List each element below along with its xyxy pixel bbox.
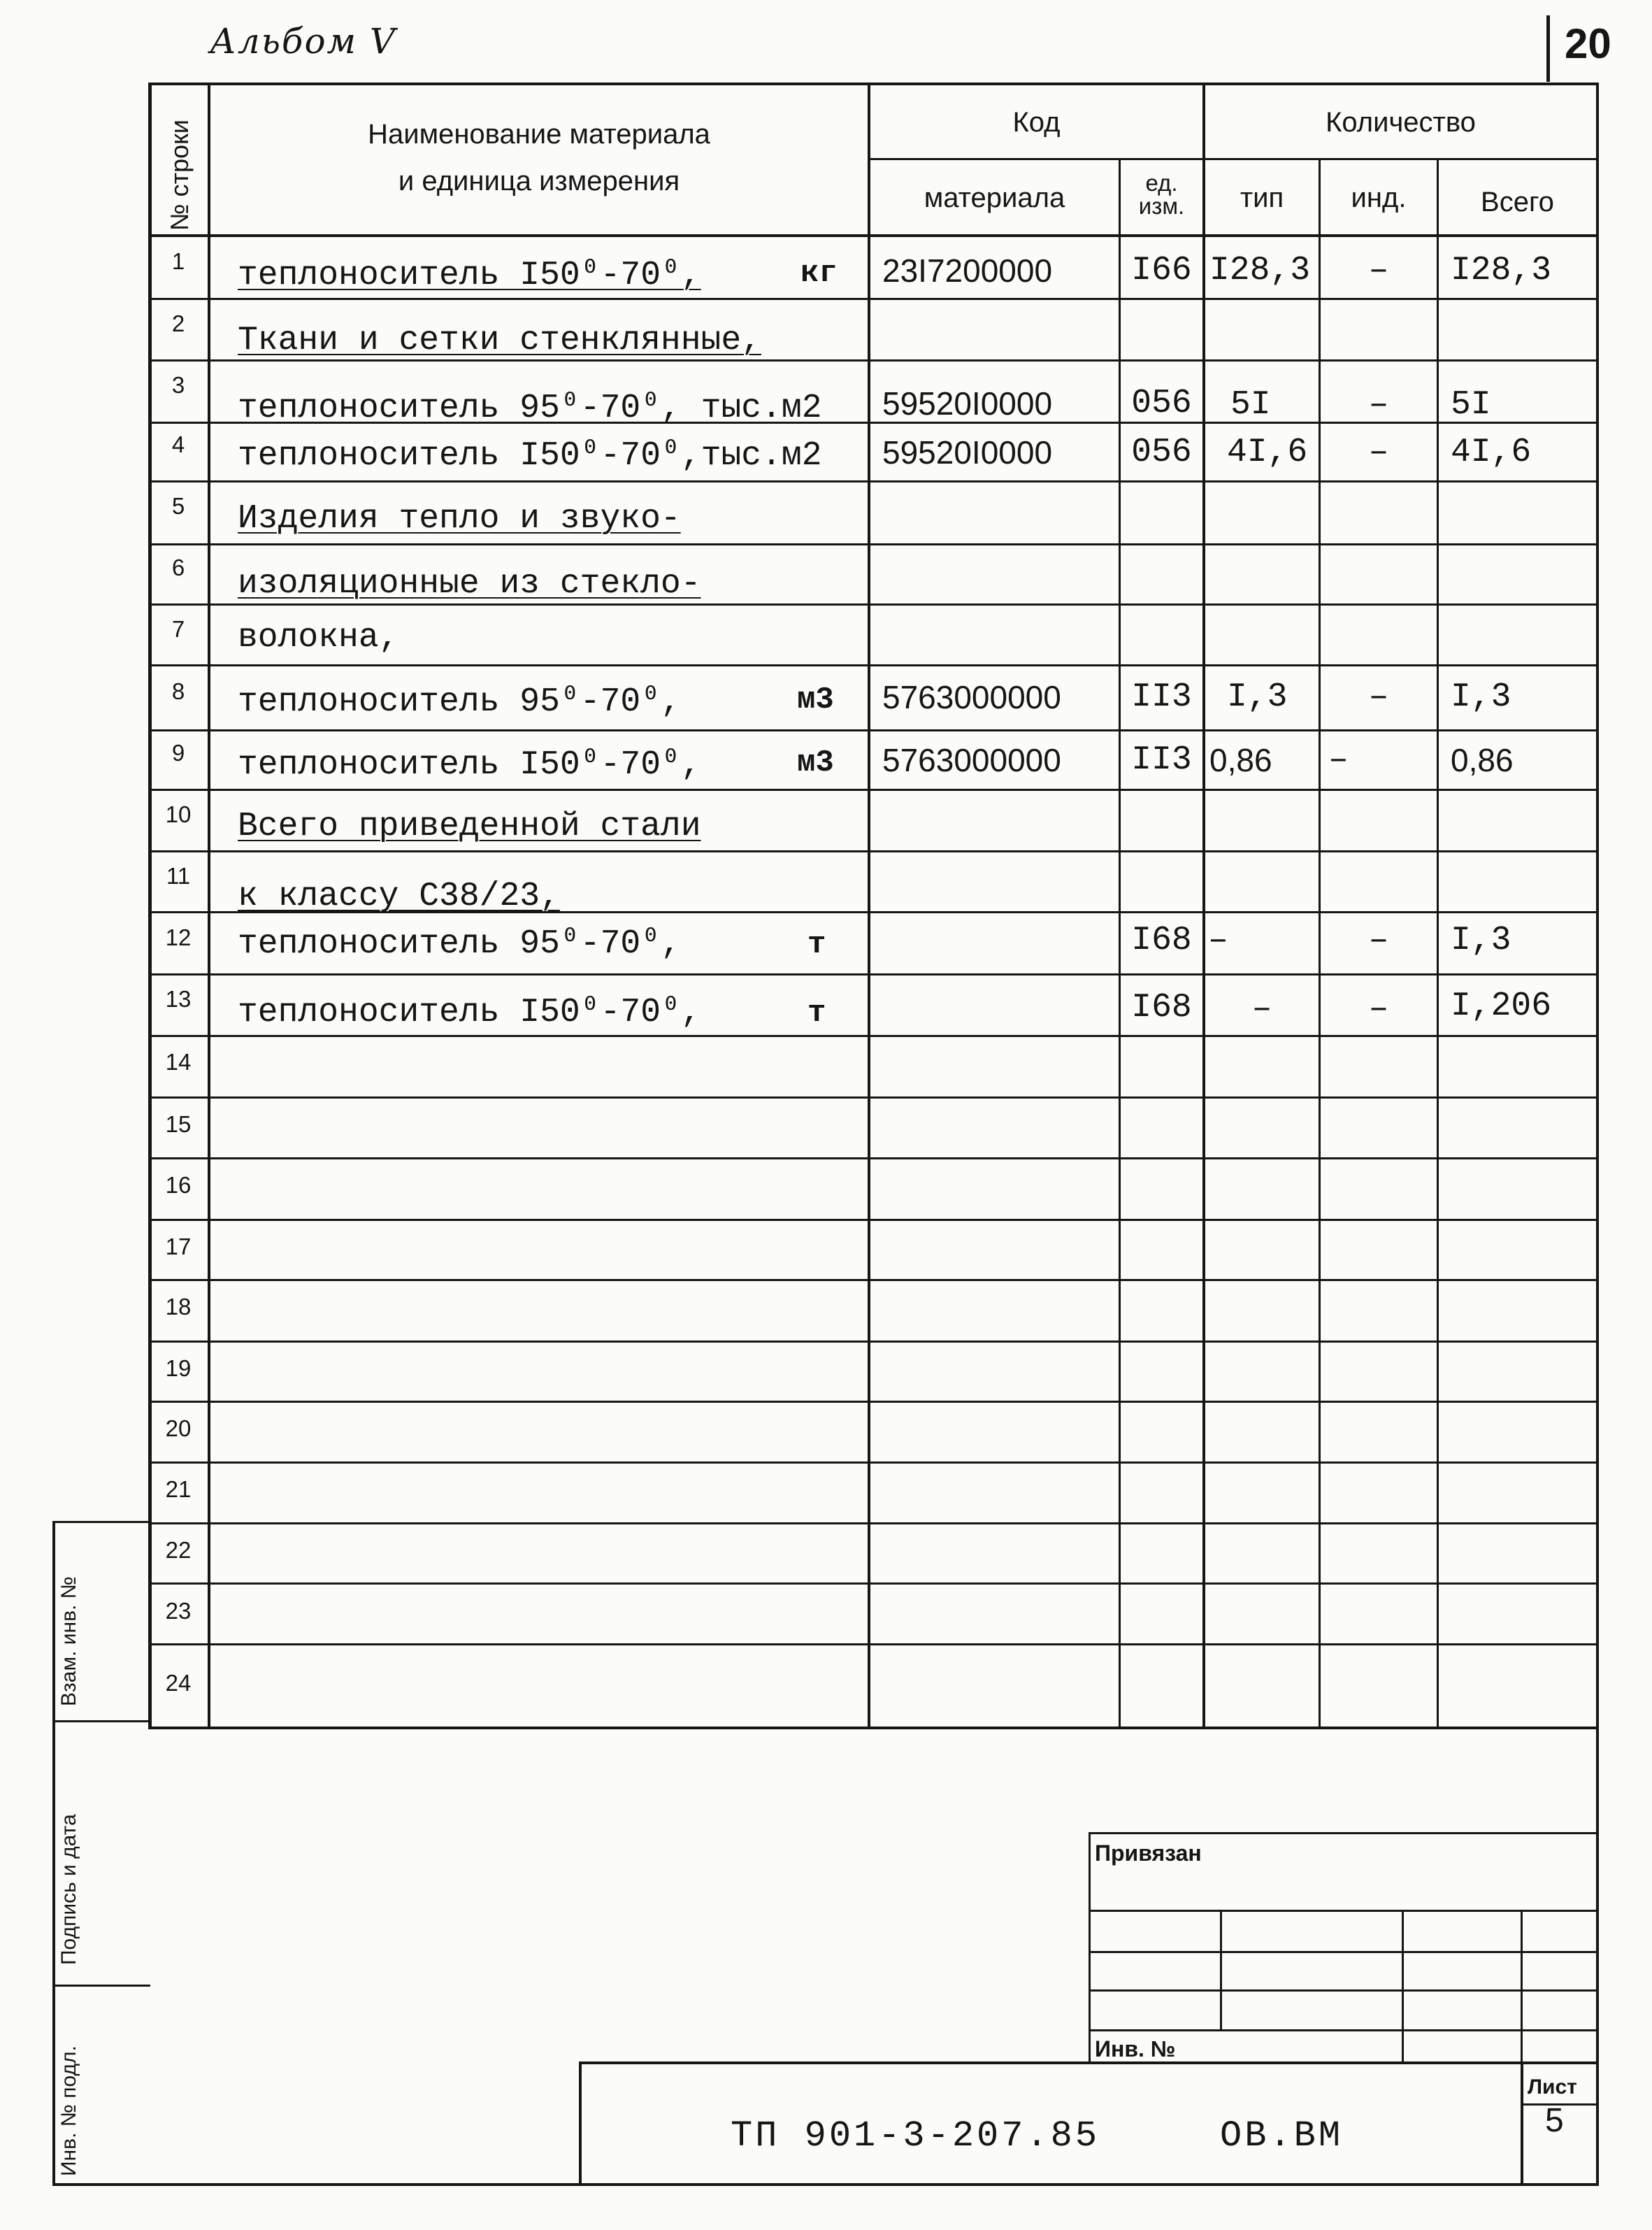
row-material-code: 23I7200000: [882, 252, 1053, 289]
row-qty-ind: –: [1368, 678, 1389, 716]
row-qty-ind: –: [1368, 252, 1389, 290]
row-name: теплоноситель I50⁰-70⁰,: [238, 746, 701, 784]
row-line: [148, 1279, 1599, 1281]
row-line: [148, 1461, 1599, 1464]
row-line: [148, 480, 1599, 483]
row-number: 12: [165, 924, 192, 950]
row-number: 7: [171, 616, 185, 642]
sheet-value: 5: [1545, 2102, 1564, 2139]
inv-no-label: Инв. №: [1095, 2036, 1176, 2061]
row-number: 8: [171, 678, 185, 704]
header-code: Код: [1012, 107, 1061, 138]
col-divider-ind: [1437, 159, 1439, 1727]
header-q-total: Всего: [1481, 187, 1554, 217]
table-top-border: [148, 83, 1599, 85]
header-name-line1: Наименование материала: [368, 119, 710, 150]
header-q-type: тип: [1240, 183, 1284, 213]
row-qty-ind: –: [1368, 386, 1389, 424]
row-qty-ind: –: [1328, 741, 1349, 779]
row-name: теплоноситель I50⁰-70⁰,тыс.м2: [238, 437, 822, 475]
row-number: 23: [165, 1598, 192, 1624]
row-qty-ind: –: [1368, 922, 1389, 959]
row-qty-type: –: [1251, 990, 1272, 1028]
row-number: 1: [171, 248, 185, 274]
row-line: [148, 298, 1599, 300]
album-label: Альбом V: [210, 21, 397, 62]
row-line: [148, 973, 1599, 975]
row-unit-code: I66: [1131, 252, 1192, 290]
table-right-border: [1596, 83, 1599, 1729]
row-number: 11: [166, 863, 191, 889]
row-line: [148, 850, 1599, 852]
row-material-code: 5763000000: [882, 742, 1061, 778]
sheet-number: 20: [1565, 20, 1611, 67]
header-sub-divider: [868, 158, 1599, 160]
privyazan-col-line: [1220, 1910, 1222, 2030]
header-name-line2: и единица измерения: [398, 166, 680, 196]
row-name: теплоноситель I50⁰-70⁰,: [238, 257, 701, 294]
row-unit-code: I68: [1131, 989, 1192, 1027]
col-divider-code: [1202, 83, 1205, 1727]
row-qty-type: 0,86: [1209, 742, 1272, 778]
row-number: 24: [165, 1670, 192, 1696]
row-qty-total: I,3: [1451, 678, 1511, 716]
row-line: [148, 1401, 1599, 1403]
row-qty-total: I,3: [1451, 922, 1511, 959]
row-unit-code: 056: [1131, 434, 1192, 471]
col-divider-rowno: [208, 83, 210, 1727]
row-qty-type: –: [1208, 922, 1228, 959]
row-line: [148, 359, 1599, 362]
row-material-code: 59520I0000: [882, 434, 1053, 471]
row-name: Ткани и сетки стенклянные,: [238, 322, 761, 359]
sheet-label: Лист: [1528, 2075, 1577, 2099]
row-number: 22: [165, 1537, 192, 1563]
row-line: [148, 1096, 1599, 1099]
page-right-border: [1596, 1727, 1599, 2185]
side-stamp-left-border: [52, 1521, 55, 2185]
document-code: ТП 901-3-207.85: [731, 2115, 1100, 2157]
title-top-border: [579, 2061, 1599, 2064]
row-name: теплоноситель I50⁰-70⁰,: [238, 994, 701, 1031]
row-qty-type: I28,3: [1209, 252, 1311, 290]
row-qty-total: 0,86: [1451, 742, 1514, 778]
row-name: волокна,: [238, 619, 399, 657]
col-divider-name: [868, 83, 870, 1727]
privyazan-label: Привязан: [1095, 1841, 1202, 1866]
row-name: к классу С38/23,: [238, 878, 560, 915]
row-unit-code: II3: [1131, 741, 1192, 779]
row-name: теплоноситель 95⁰-70⁰,: [238, 683, 681, 721]
row-number: 14: [165, 1049, 192, 1075]
privyazan-col-line: [1521, 1910, 1523, 2064]
row-name: теплоноситель 95⁰-70⁰, тыс.м2: [238, 389, 822, 427]
row-line: [148, 603, 1599, 606]
row-unit: т: [807, 927, 826, 962]
row-name: Всего приведенной стали: [238, 808, 701, 845]
header-bottom-border: [148, 234, 1599, 237]
row-line: [148, 1582, 1599, 1585]
row-line: [148, 1157, 1599, 1159]
title-sheet-divider: [1521, 2061, 1523, 2185]
document-suffix: ОВ.ВМ: [1220, 2115, 1344, 2157]
header-code-unit: ед. изм.: [1138, 170, 1185, 219]
row-number: 18: [165, 1294, 192, 1320]
row-material-code: 59520I0000: [882, 385, 1053, 422]
row-number: 17: [165, 1234, 192, 1259]
sheet-number-divider: [1546, 15, 1550, 82]
row-qty-total: I28,3: [1451, 252, 1552, 290]
row-qty-ind: –: [1368, 990, 1389, 1028]
row-name: изоляционные из стекло-: [238, 565, 701, 603]
row-unit: м3: [797, 682, 834, 717]
header-code-material: материала: [924, 183, 1065, 213]
row-qty-type: 4I,6: [1227, 434, 1308, 471]
row-name: теплоноситель 95⁰-70⁰,: [238, 925, 681, 963]
side-stamp-top: [52, 1521, 150, 1523]
row-line: [148, 729, 1599, 731]
header-quantity: Количество: [1326, 107, 1476, 138]
row-line: [148, 1522, 1599, 1524]
row-name: Изделия тепло и звуко-: [238, 500, 681, 538]
title-left-border: [579, 2061, 582, 2185]
row-line: [148, 543, 1599, 545]
row-unit-code: 056: [1131, 385, 1192, 422]
row-line: [148, 1341, 1599, 1343]
row-unit: т: [807, 996, 826, 1031]
row-number: 9: [171, 740, 185, 766]
row-qty-total: 5I: [1451, 386, 1491, 424]
privyazan-col-line: [1402, 1910, 1404, 2064]
row-line: [148, 1035, 1599, 1037]
page-bottom-border: [52, 2183, 1599, 2186]
header-q-ind: инд.: [1351, 183, 1407, 213]
row-unit-code: I68: [1131, 922, 1192, 959]
row-material-code: 5763000000: [882, 679, 1061, 715]
table-bottom-border: [148, 1727, 1599, 1729]
row-number: 5: [171, 493, 185, 519]
header-row-no: № строки: [165, 119, 194, 231]
row-qty-total: I,206: [1451, 987, 1552, 1025]
row-line: [148, 789, 1599, 791]
row-line: [148, 1643, 1599, 1645]
row-qty-ind: –: [1368, 434, 1389, 471]
row-line: [148, 1219, 1599, 1221]
row-number: 10: [165, 801, 192, 827]
row-number: 20: [165, 1415, 192, 1441]
row-qty-total: 4I,6: [1451, 434, 1532, 471]
row-number: 2: [171, 310, 185, 336]
row-number: 3: [171, 372, 185, 398]
row-qty-type: I,3: [1227, 678, 1288, 716]
side-label-inv-podl: Инв. № подл.: [57, 2045, 80, 2176]
side-label-vzam: Взам. инв. №: [57, 1576, 80, 1706]
row-number: 4: [171, 431, 185, 457]
row-number: 16: [165, 1172, 192, 1198]
row-number: 13: [165, 986, 192, 1012]
row-unit-code: II3: [1131, 678, 1192, 716]
privyazan-top: [1089, 1832, 1599, 1834]
row-number: 6: [171, 555, 185, 580]
row-unit: м3: [797, 745, 834, 780]
row-number: 19: [165, 1355, 192, 1381]
side-stamp-divider: [52, 1720, 150, 1722]
row-qty-type: 5I: [1230, 386, 1271, 424]
side-label-podpis: Подпись и дата: [57, 1814, 80, 1965]
row-line: [148, 664, 1599, 666]
row-number: 21: [165, 1476, 192, 1502]
row-number: 15: [165, 1111, 192, 1137]
privyazan-left: [1089, 1832, 1091, 2063]
side-stamp-divider: [52, 1985, 150, 1987]
row-unit: кг: [800, 256, 838, 291]
